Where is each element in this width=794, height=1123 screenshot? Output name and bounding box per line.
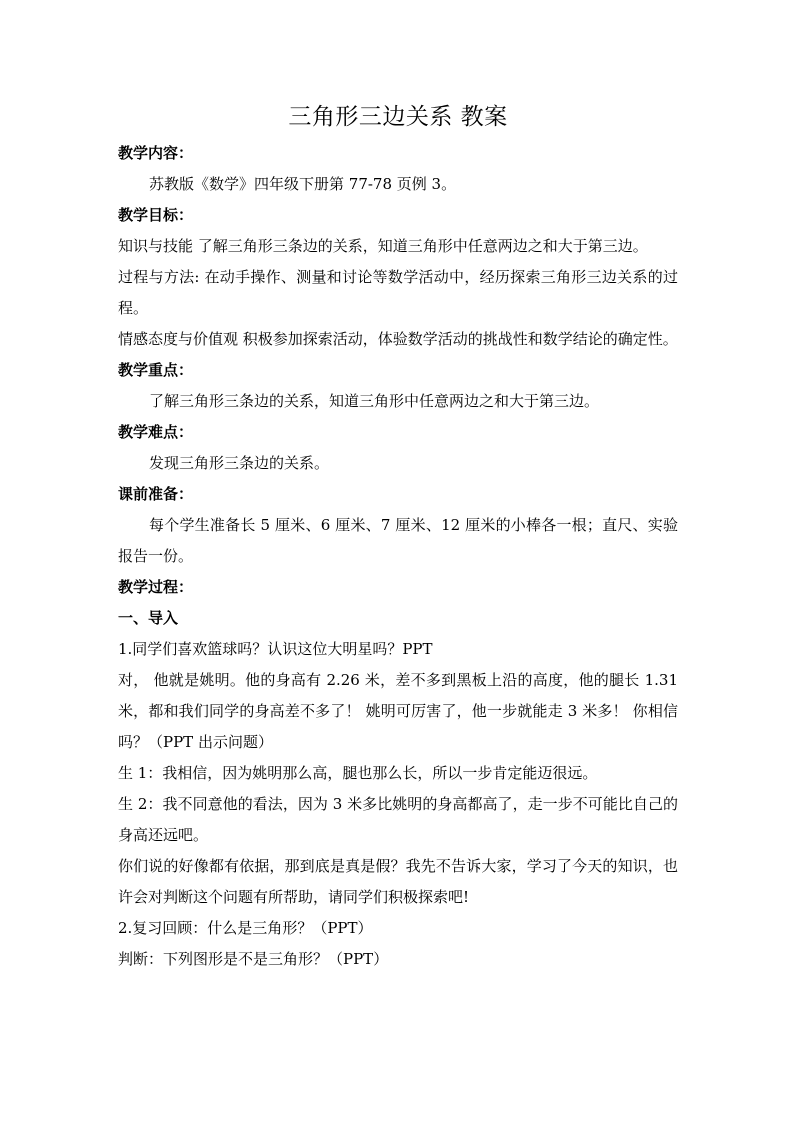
goal-knowledge: 知识与技能 了解三角形三条边的关系，知道三角形中任意两边之和大于第三边。 — [118, 237, 648, 255]
paragraph-intro-question: 1.同学们喜欢篮球吗？认识这位大明星吗？PPT — [118, 640, 433, 658]
paragraph-student-1: 生 1：我相信，因为姚明那么高，腿也那么长，所以一步肯定能迈很远。 — [118, 764, 598, 782]
paragraph-teacher: 你们说的好像都有依据，那到底是真是假？我先不告诉大家，学习了今天的知识，也许会对判断这个问题有所帮助，请同学们积极探索吧! — [118, 857, 678, 906]
content-text: 苏教版《数学》四年级下册第 77-78 页例 3。 — [149, 175, 457, 193]
paragraph-judge: 判断：下列图形是不是三角形？（PPT） — [118, 950, 389, 968]
part-one-heading: 一、导入 — [118, 609, 179, 627]
section-heading-difficulty: 教学难点： — [118, 423, 194, 441]
difficulty-text: 发现三角形三条边的关系。 — [149, 454, 330, 472]
prep-text: 每个学生准备长 5 厘米、6 厘米、7 厘米、12 厘米的小棒各一根；直尺、实验报告一份。 — [118, 516, 678, 565]
goal-process: 过程与方法: 在动手操作、测量和讨论等数学活动中，经历探索三角形三边关系的过程。 — [118, 268, 678, 317]
section-heading-key: 教学重点： — [118, 361, 194, 379]
key-text: 了解三角形三条边的关系，知道三角形中任意两边之和大于第三边。 — [149, 392, 600, 410]
paragraph-student-2: 生 2：我不同意他的看法，因为 3 米多比姚明的身高都高了，走一步不可能比自己的身高还远吧。 — [118, 795, 678, 844]
section-heading-prep: 课前准备： — [118, 485, 194, 503]
paragraph-yao-ming: 对， 他就是姚明。他的身高有 2.26 米，差不多到黑板上沿的高度，他的腿长 1.31 米，都和我们同学的身高差不多了！ 姚明可厉害了，他一步就能走 3 米多！ 你相信吗？（PPT 出示问题） — [118, 671, 678, 751]
document-page — [118, 100, 678, 975]
goal-attitude: 情感态度与价值观 积极参加探索活动，体验数学活动的挑战性和数学结论的确定性。 — [118, 330, 678, 348]
document-title: 三角形三边关系 教案 — [288, 104, 508, 130]
paragraph-review: 2.复习回顾：什么是三角形？（PPT） — [118, 919, 373, 937]
section-heading-goals: 教学目标： — [118, 206, 194, 224]
section-heading-content: 教学内容： — [118, 144, 194, 162]
section-heading-process: 教学过程： — [118, 578, 194, 596]
